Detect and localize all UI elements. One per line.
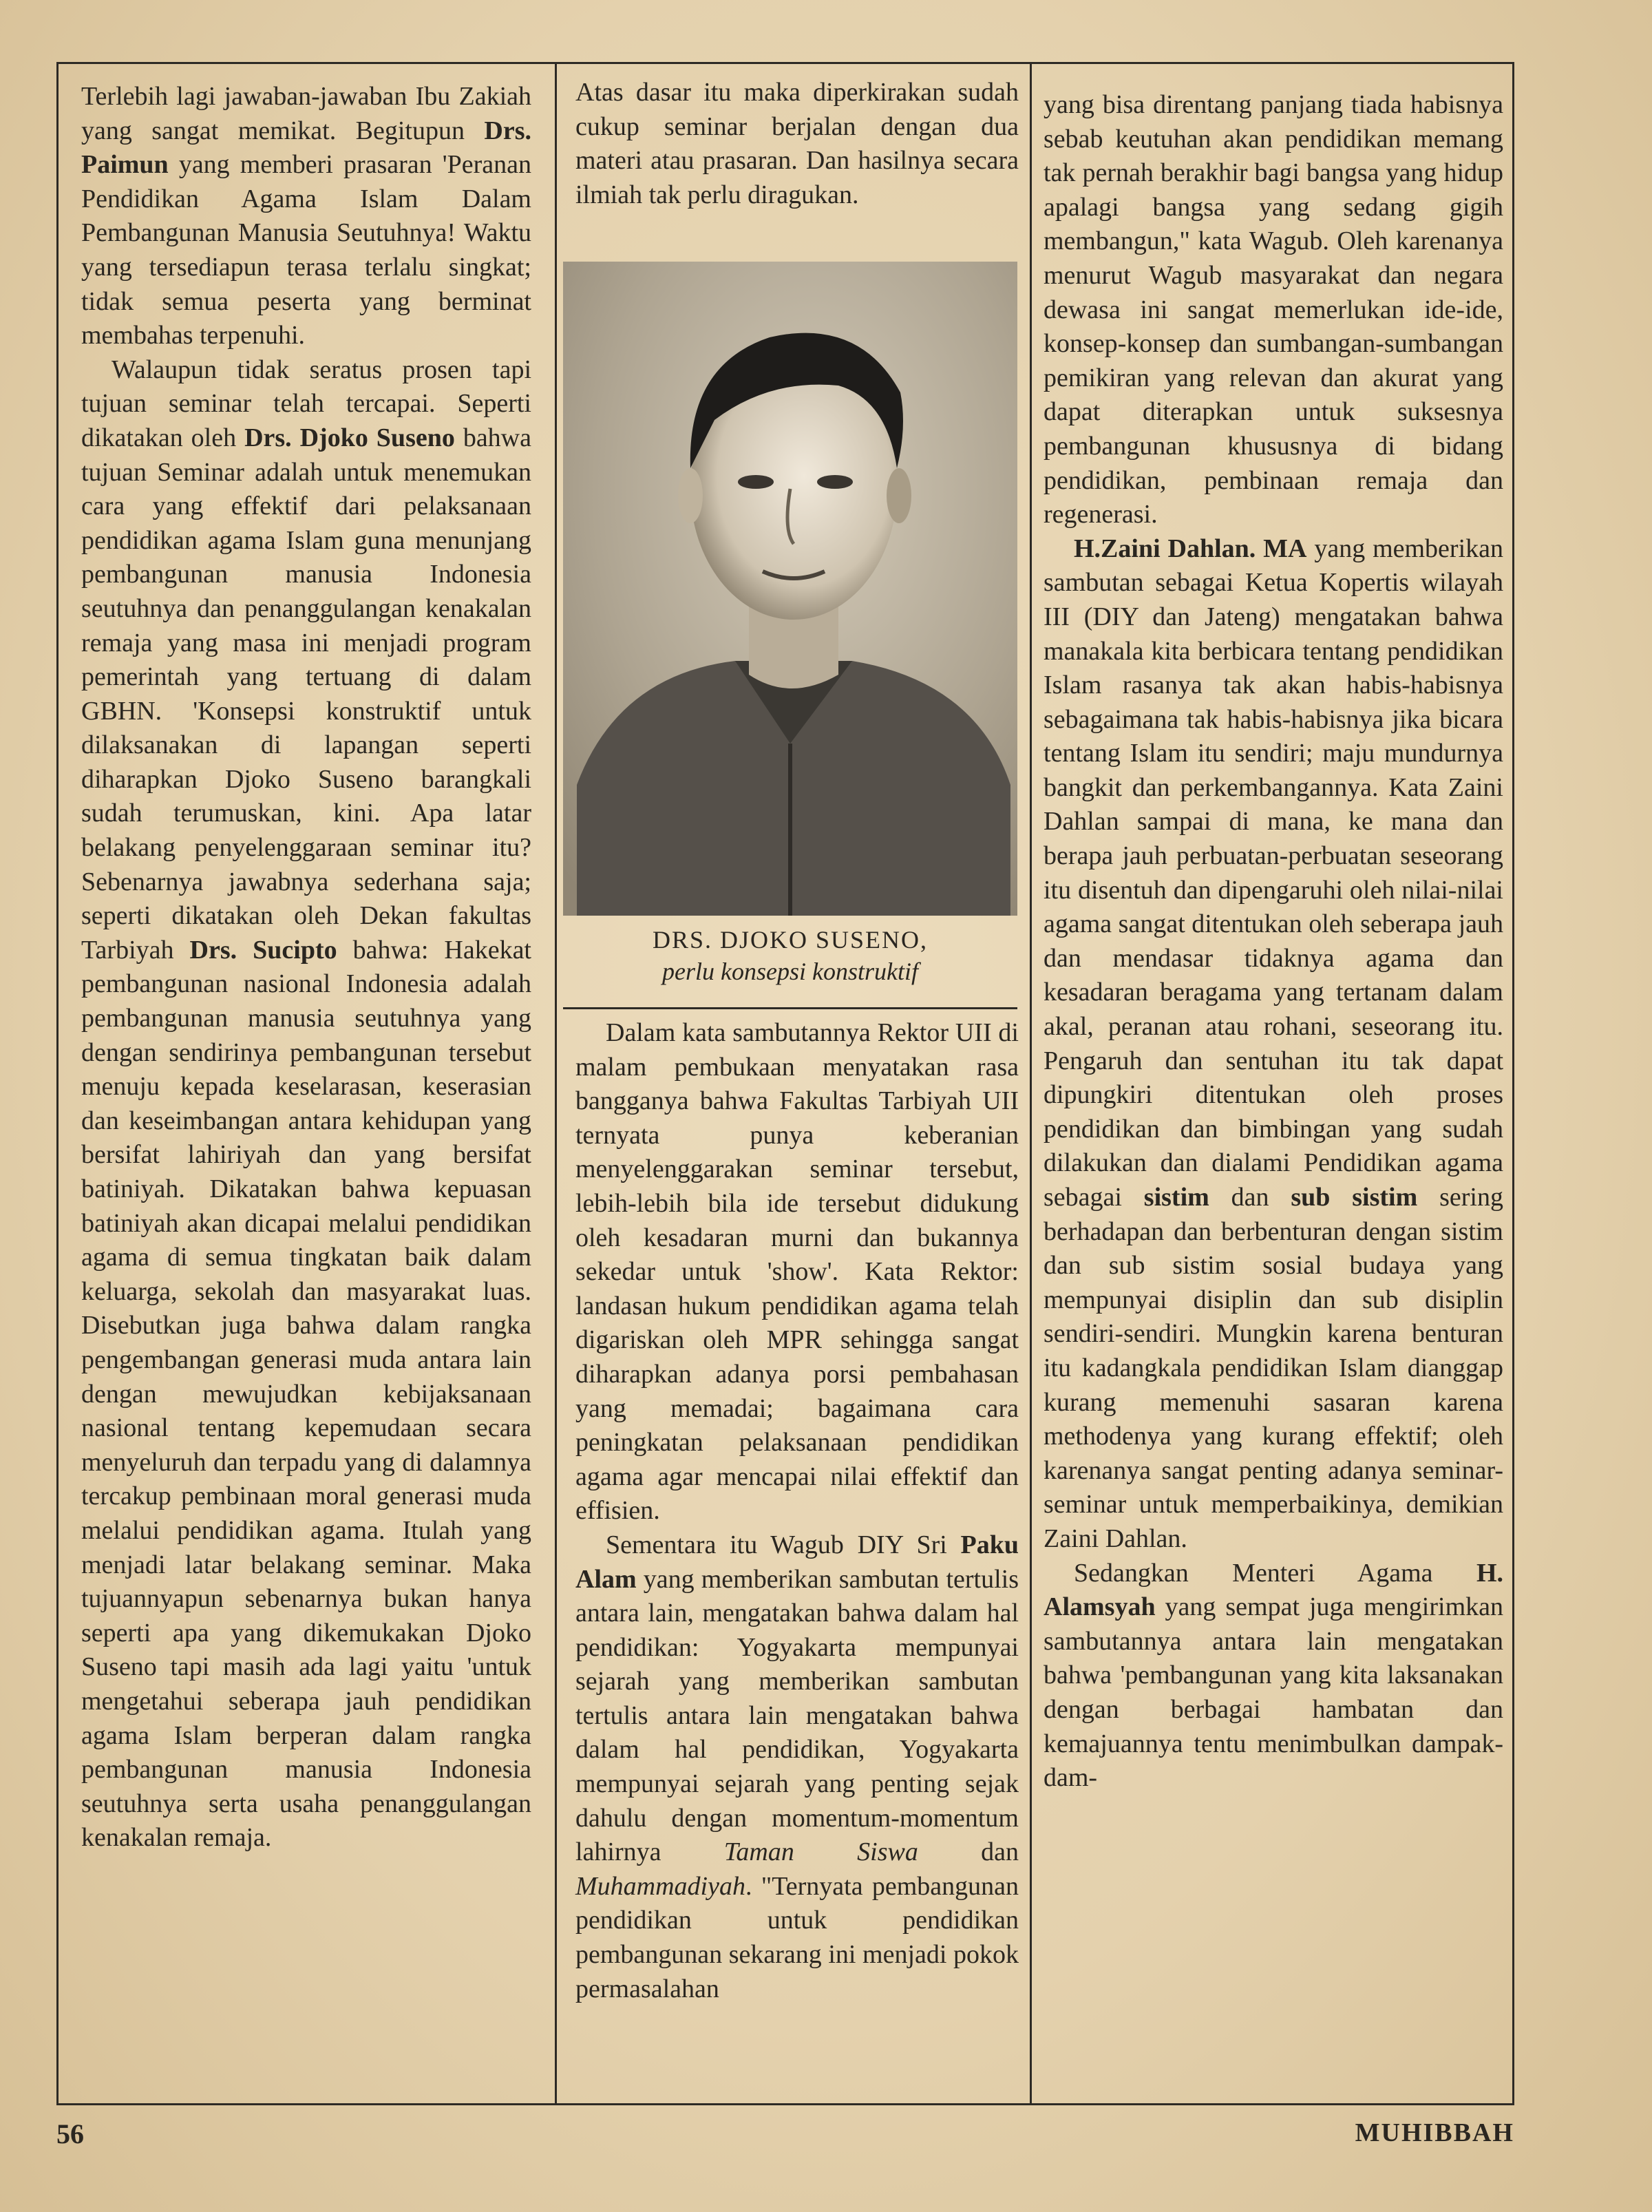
article-column-1 bbox=[81, 80, 531, 1855]
paragraph: Sedangkan Menteri Agama H. Alamsyah yang sempat juga mengirimkan sambutannya antara lain mengatakan bahwa 'pembangunan yang kita laksanakan dengan berbagai hambatan dan kemajuannya tentu menimbulkan dampak-dam- bbox=[1044, 1558, 1503, 1793]
paragraph: Sementara itu Wagub DIY Sri Paku Alam yang memberikan sambutan tertulis antara lain, mengatakan bahwa dalam hal pendidikan: Yogyakarta mempunyai sejarah yang memberikan sambutan tertulis antara lain mengatakan bahwa dalam hal pendidikan, Yogyakarta mempunyai sejarah yang penting sejak dahulu dengan momentum-momentum lahirnya Taman Siswa dan Muhammadiyah. "Ternyata pembangunan pendidikan untuk pendidikan pembangunan sekarang ini menjadi pokok permasalahan bbox=[575, 1530, 1019, 2003]
bottom-rule bbox=[56, 2103, 1514, 2105]
caption-rule bbox=[563, 1007, 1017, 1009]
article-column-2-bottom bbox=[575, 1016, 1019, 2006]
paragraph: Walaupun tidak seratus prosen tapi tujuan seminar telah tercapai. Seperti dikatakan oleh Drs. Djoko Suseno bahwa tujuan Seminar adalah untuk menemukan cara yang effektif dari pelaksanaan pendidikan agama Islam guna menunjang pembangunan manusia Indonesia seutuhnya dan penanggulangan kenakalan remaja yang masa ini menjadi program pemerintah yang tertuang di dalam GBHN. 'Konsepsi konstruktif untuk dilaksanakan di lapangan seperti diharapkan Djoko Suseno barangkali sudah terumuskan, kini. Apa latar belakang penyelenggaraan seminar itu? Sebenarnya jawabnya sederhana saja; seperti dikatakan oleh Dekan fakultas Tarbiyah Drs. Sucipto bahwa: Hakekat pembangunan nasional Indonesia adalah pembangunan manusia seutuhnya yang dengan sendirinya pembangunan tersebut menuju kepada keselarasan, keserasian dan keseimbangan antara kehidupan yang bersifat lahiriyah dan yang bersifat batiniyah. Dikatakan bahwa kepuasan batiniyah akan dicapai melalui pendidikan agama di semua tingkatan baik dalam keluarga, sekolah dan masyarakat luas. Disebutkan juga bahwa dalam rangka pengembangan generasi muda antara lain dengan mewujudkan kebijaksanaan nasional tentang kepemudaan secara menyeluruh dan terpadu yang di dalamnya tercakup pembinaan moral generasi muda melalui pendidikan agama. Itulah yang menjadi latar belakang seminar. Maka tujuannyapun sebenarnya bukan hanya seperti apa yang dikemukakan Djoko Suseno tapi masih ada lagi yaitu 'untuk mengetahui seberapa jauh pendidikan agama Islam berperan dalam rangka pembangunan manusia Indonesia seutuhnya serta usaha penanggulangan kenakalan remaja. bbox=[81, 355, 531, 1853]
paragraph: Terlebih lagi jawaban-jawaban Ibu Zakiah yang sangat memikat. Begitupun Drs. Paimun yang memberi prasaran 'Peranan Pendidikan Agama Islam Dalam Pembangunan Manusia Seutuhnya! Waktu yang tersediapun terasa terlalu singkat; tidak semua peserta yang berminat membahas terpenuhi. bbox=[81, 82, 531, 350]
person-name: Drs. Paimun bbox=[81, 116, 531, 180]
article-column-2-top bbox=[575, 76, 1019, 212]
column-divider-1 bbox=[555, 62, 557, 2105]
portrait-image bbox=[563, 262, 1017, 916]
right-rule bbox=[1512, 62, 1514, 2105]
person-name: H. Alamsyah bbox=[1044, 1558, 1503, 1622]
article-column-3 bbox=[1044, 88, 1503, 1795]
caption-name: DRS. DJOKO SUSENO, bbox=[652, 926, 929, 954]
person-name: Drs. Sucipto bbox=[189, 935, 337, 965]
person-name: Drs. Djoko Suseno bbox=[244, 423, 455, 452]
person-name: Paku Alam bbox=[575, 1530, 1019, 1594]
portrait-photo bbox=[563, 262, 1017, 916]
magazine-name: MUHIBBAH bbox=[1355, 2118, 1514, 2147]
top-rule bbox=[56, 62, 1514, 64]
left-rule bbox=[56, 62, 59, 2105]
paragraph: Dalam kata sambutannya Rektor UII di malam pembukaan menyatakan rasa bangganya bahwa Fakultas Tarbiyah UII ternyata punya keberanian menyelenggarakan seminar tersebut, lebih-lebih bila ide tersebut didukung oleh kesadaran murni dan bukannya sekedar untuk 'show'. Kata Rektor: landasan hukum pendidikan agama telah digariskan oleh MPR sehingga sangat diharapkan adanya porsi pembahasan yang memadai; bagaimana cara peningkatan pelaksanaan pendidikan agama agar mencapai nilai effektif dan effisien. bbox=[575, 1018, 1019, 1526]
paragraph: Atas dasar itu maka diperkirakan sudah cukup seminar berjalan dengan dua materi atau prasaran. Dan hasilnya secara ilmiah tak perlu diragukan. bbox=[575, 78, 1019, 209]
paragraph: H.Zaini Dahlan. MA yang memberikan sambutan sebagai Ketua Kopertis wilayah III (DIY dan Jateng) mengatakan bahwa manakala kita berbicara tentang pendidikan Islam rasanya tak akan habis-habisnya sebagaimana tak habis-habisnya jika bicara tentang Islam itu sendiri; maju mundurnya bangkit dan perkembangannya. Kata Zaini Dahlan sampai di mana, ke mana dan berapa jauh perbuatan-perbuatan seseorang itu disentuh dan dipengaruhi oleh nilai-nilai agama sangat ditentukan oleh seberapa jauh dan mendasar tidaknya agama dan kesadaran beragama yang tertanam dalam akal, peranan atau rohani, seseorang itu. Pengaruh dan sentuhan itu tak dapat dipungkiri ditentukan oleh proses pendidikan dan bimbingan yang sudah dilakukan dan dialami Pendidikan agama sebagai sistim dan sub sistim sering berhadapan dan berbenturan dengan sistim dan sub sistim sosial budaya yang mempunyai disiplin dan sub disiplin sendiri-sendiri. Mungkin karena benturan itu kadangkala pendidikan Islam dianggap kurang memenuhi sasaran karena methodenya yang kurang effektif; oleh karenanya sangat penting adanya seminar-seminar untuk memperbaikinya, demikian Zaini Dahlan. bbox=[1044, 534, 1503, 1553]
caption-subtitle: perlu konsepsi konstruktif bbox=[662, 958, 918, 985]
photo-caption bbox=[563, 924, 1017, 987]
person-name: H.Zaini Dahlan. MA bbox=[1074, 534, 1307, 563]
paragraph: yang bisa direntang panjang tiada habisnya sebab keutuhan akan pendidikan memang tak pernah berakhir bagi bangsa yang hidup apalagi bangsa yang sedang gigih membangun," kata Wagub. Oleh karenanya menurut Wagub masyarakat dan negara dewasa ini sangat memerlukan ide-ide, konsep-konsep dan sumbangan-sumbangan pemikiran yang relevan dan akurat yang dapat diterapkan untuk suksesnya pembangunan khususnya di bidang pendidikan, pembinaan remaja dan regenerasi. bbox=[1044, 90, 1503, 529]
page-number: 56 bbox=[56, 2118, 84, 2149]
column-divider-2 bbox=[1030, 62, 1032, 2105]
